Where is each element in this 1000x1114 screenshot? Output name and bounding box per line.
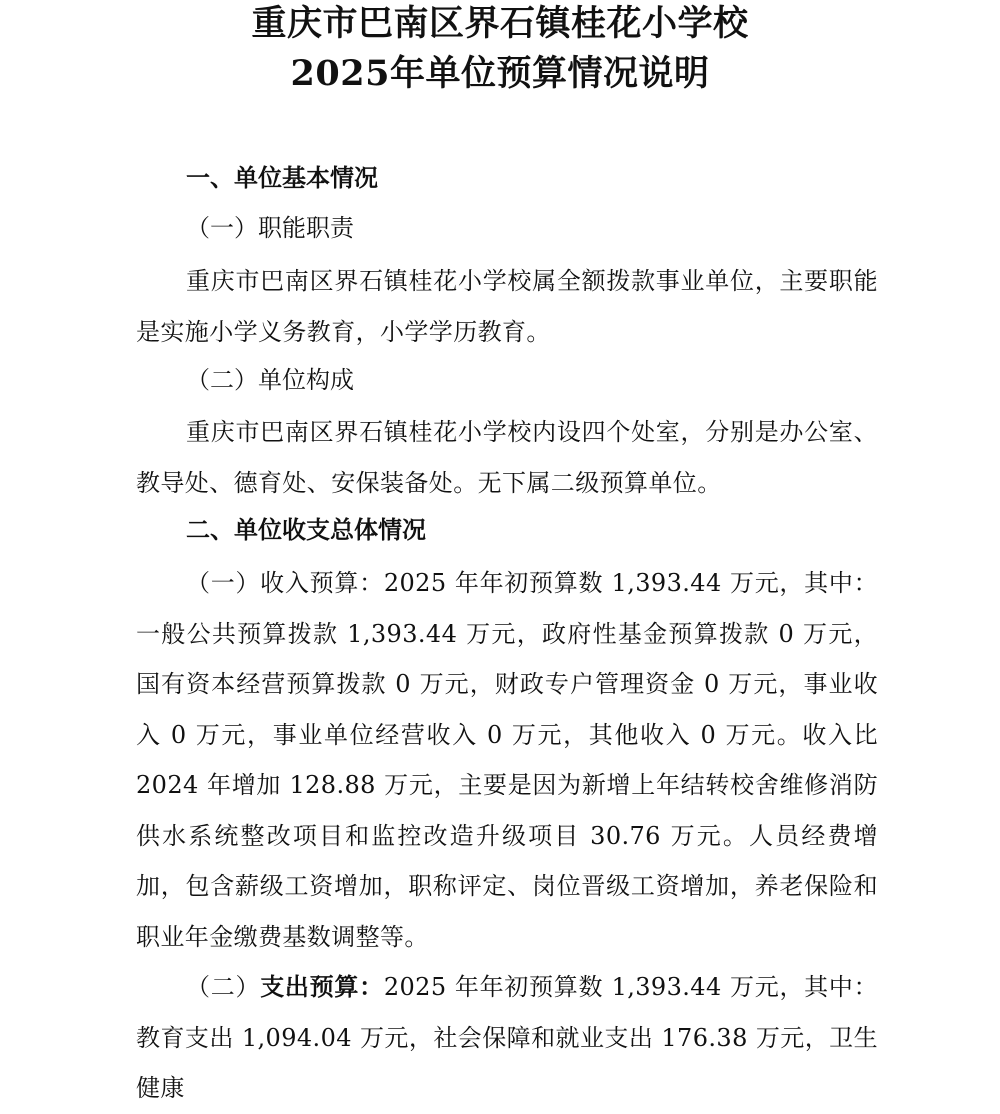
section1-sub2-heading: （二）单位构成 <box>186 366 354 394</box>
expense-budget-lead-number: （二） <box>186 973 261 1001</box>
expense-budget-paragraph <box>136 962 878 1114</box>
expense-budget-text: 2025 年年初预算数 1,393.44 万元，其中：教育支出 1,094.04 万元，社会保障和就业支出 176.38 万元，卫生健康 <box>136 973 879 1102</box>
expense-budget-lead-label: 支出预算： <box>260 972 384 1001</box>
income-budget-lead: （一）收入预算： <box>186 569 384 597</box>
income-budget-text: 2025 年年初预算数 1,393.44 万元，其中：一般公共预算拨款 1,393.44 万元，政府性基金预算拨款 0 万元，国有资本经营预算拨款 0 万元，财政专户管理资金 0 万元，事业收入 0 万元，事业单位经营收入 0 万元，其他收入 0 万元。收入比 2024 年增加 128.88 万元，主要是因为新增上年结转校舍维修消防供水系统整改项目和监控改造升级项目 30.76 万元。人员经费增加，包含薪级工资增加，职称评定、岗位晋级工资增加，养老保险和职业年金缴费基数调整等。 <box>136 569 879 951</box>
section1-sub1-heading: （一）职能职责 <box>186 214 354 242</box>
section2-heading: 二、单位收支总体情况 <box>186 515 426 544</box>
document-title-line1: 重庆市巴南区界石镇桂花小学校 <box>251 3 749 44</box>
section1-sub2-paragraph: 重庆市巴南区界石镇桂花小学校内设四个处室，分别是办公室、教导处、德育处、安保装备处。无下属二级预算单位。 <box>136 418 878 497</box>
income-budget-paragraph <box>136 558 878 962</box>
section1-heading: 一、单位基本情况 <box>186 163 378 192</box>
document-title-line2: 2025年单位预算情况说明 <box>290 53 710 94</box>
section1-sub1-paragraph: 重庆市巴南区界石镇桂花小学校属全额拨款事业单位，主要职能是实施小学义务教育，小学学历教育。 <box>136 267 878 346</box>
